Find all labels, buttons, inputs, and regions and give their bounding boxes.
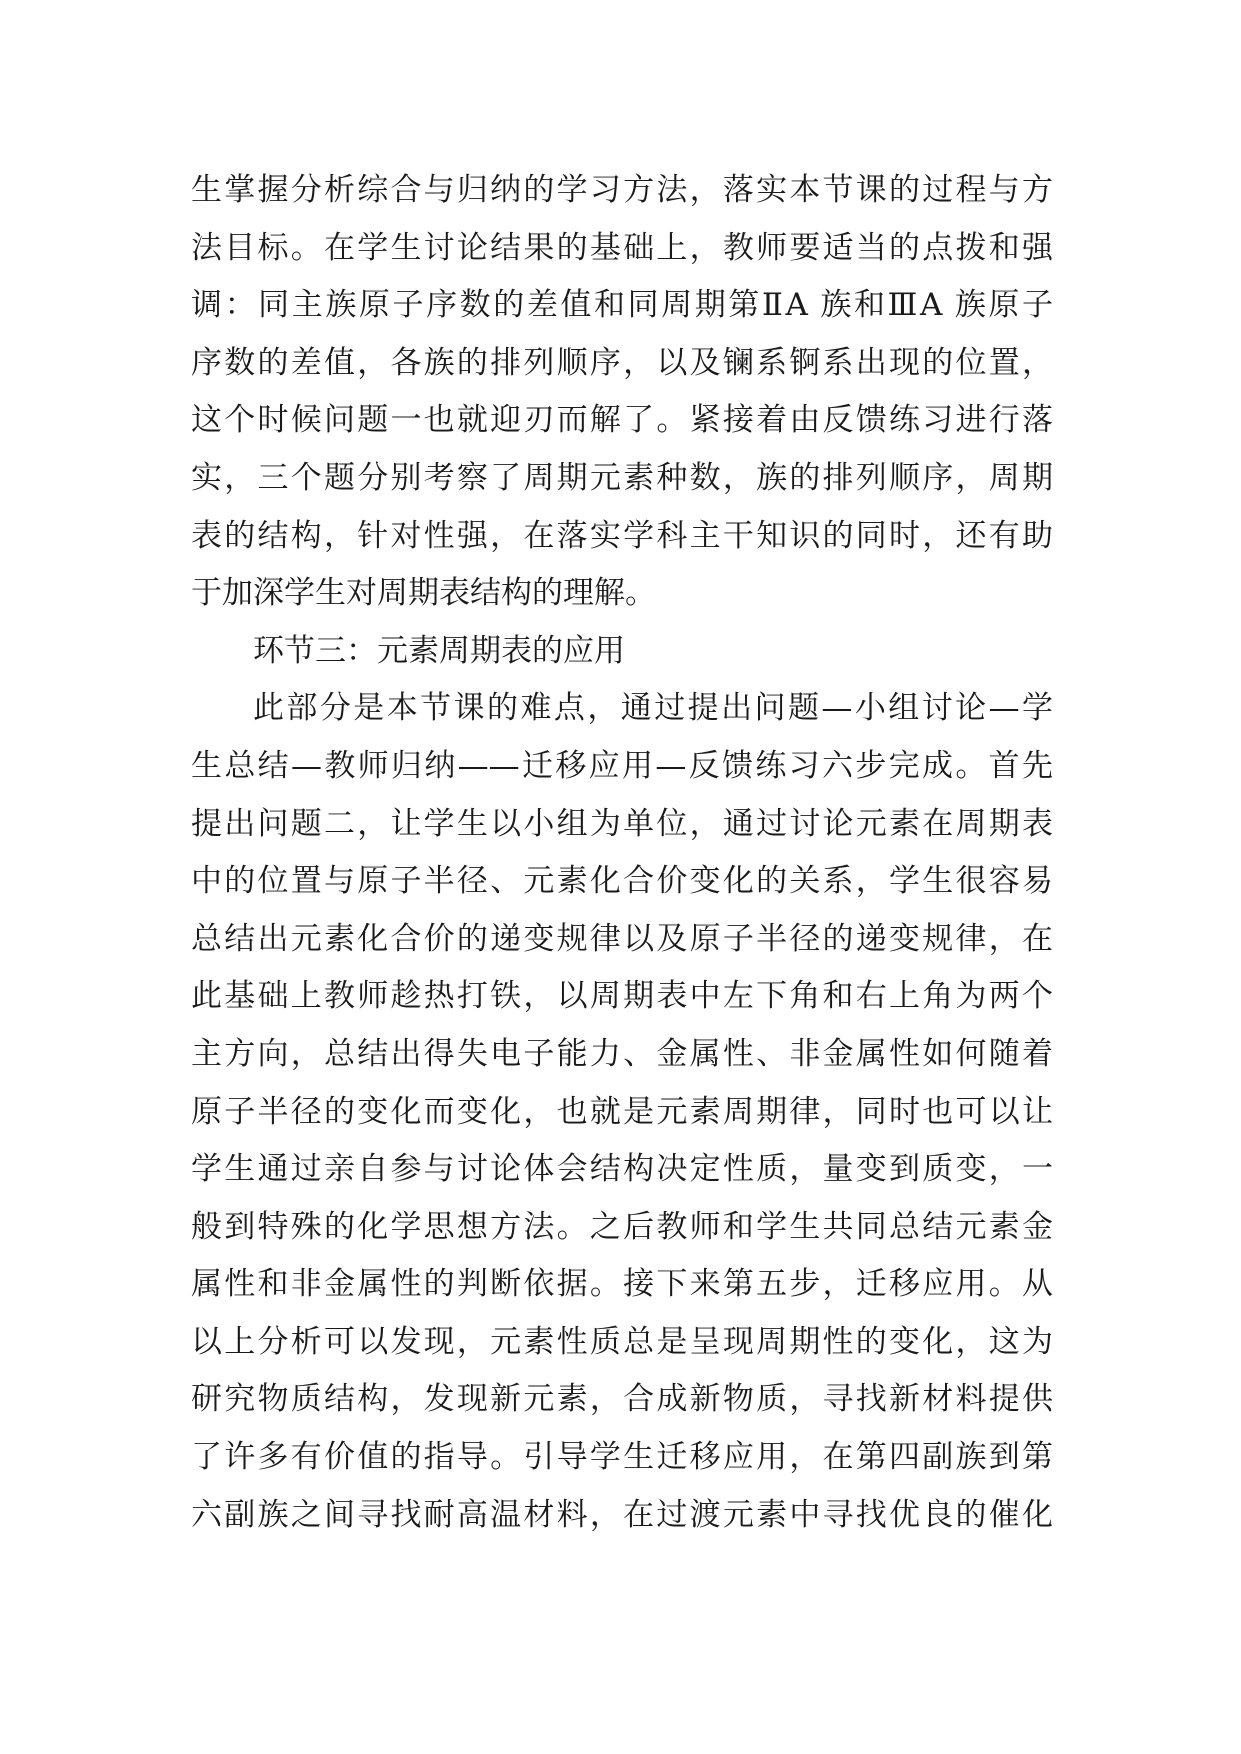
text-line: 此基础上教师趁热打铁，以周期表中左下角和右上角为两个 bbox=[191, 978, 1053, 1015]
body-text bbox=[191, 162, 1053, 1544]
text-line: 提出问题二，让学生以小组为单位，通过讨论元素在周期表 bbox=[191, 805, 1053, 842]
text-line: 调：同主族原子序数的差值和同周期第ⅡA 族和ⅢA 族原子 bbox=[191, 287, 1053, 324]
text-line: 研究物质结构，发现新元素，合成新物质，寻找新材料提供 bbox=[191, 1381, 1053, 1418]
text-line: 属性和非金属性的判断依据。接下来第五步，迁移应用。从 bbox=[191, 1266, 1053, 1303]
text-line: 生掌握分析综合与归纳的学习方法，落实本节课的过程与方 bbox=[191, 172, 1053, 208]
text-line: 主方向，总结出得失电子能力、金属性、非金属性如何随着 bbox=[191, 1035, 1053, 1072]
text-line: 生总结—教师归纳——迁移应用—反馈练习六步完成。首先 bbox=[191, 747, 1053, 784]
text-line: 了许多有价值的指导。引导学生迁移应用，在第四副族到第 bbox=[191, 1439, 1053, 1476]
text-line: 总结出元素化合价的递变规律以及原子半径的递变规律，在 bbox=[191, 920, 1053, 957]
text-line: 中的位置与原子半径、元素化合价变化的关系，学生很容易 bbox=[191, 863, 1053, 900]
text-line: 般到特殊的化学思想方法。之后教师和学生共同总结元素金 bbox=[191, 1208, 1053, 1245]
text-line: 学生通过亲自参与讨论体会结构决定性质，量变到质变，一 bbox=[191, 1151, 1053, 1188]
text-line: 六副族之间寻找耐高温材料，在过渡元素中寻找优良的催化 bbox=[191, 1496, 1053, 1533]
text-line: 表的结构，针对性强，在落实学科主干知识的同时，还有助 bbox=[191, 517, 1053, 554]
text-line: 实，三个题分别考察了周期元素种数，族的排列顺序，周期 bbox=[191, 459, 1053, 496]
text-line: 序数的差值，各族的排列顺序，以及镧系锕系出现的位置， bbox=[191, 344, 1053, 381]
section-heading: 环节三：元素周期表的应用 bbox=[253, 632, 625, 669]
text-line: 这个时候问题一也就迎刃而解了。紧接着由反馈练习进行落 bbox=[191, 402, 1053, 439]
text-line: 此部分是本节课的难点，通过提出问题—小组讨论—学 bbox=[253, 690, 1053, 727]
text-line: 于加深学生对周期表结构的理解。 bbox=[191, 575, 656, 612]
text-line: 以上分析可以发现，元素性质总是呈现周期性的变化，这为 bbox=[191, 1323, 1053, 1360]
text-line: 法目标。在学生讨论结果的基础上，教师要适当的点拨和强 bbox=[191, 229, 1053, 266]
text-line: 原子半径的变化而变化，也就是元素周期律，同时也可以让 bbox=[191, 1093, 1053, 1130]
